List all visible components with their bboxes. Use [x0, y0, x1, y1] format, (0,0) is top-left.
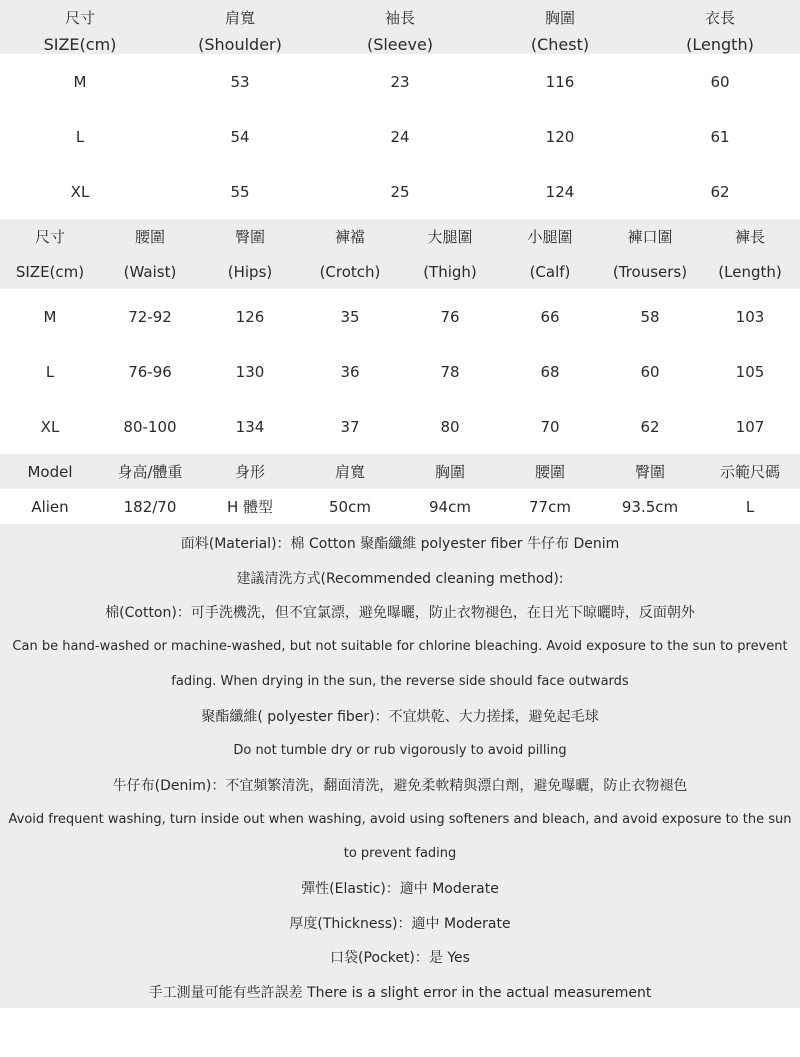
header-cell: 身高/體重: [117, 463, 183, 481]
header-cell: (Length): [718, 262, 782, 281]
header-cell: (Shoulder): [198, 35, 282, 54]
table-cell: 126: [235, 307, 265, 326]
header-cell: 臀圍: [634, 463, 665, 481]
model-table-row: [0, 489, 800, 524]
table-cell: 55: [230, 182, 250, 201]
table-cell: XL: [40, 417, 60, 436]
table-cell: L: [745, 497, 755, 516]
table-cell: Alien: [31, 497, 69, 516]
table-cell: 116: [545, 72, 575, 91]
table-cell: M: [73, 72, 87, 91]
table-cell: 68: [540, 362, 560, 381]
header-cell: 腰圍: [134, 228, 165, 246]
top-table-header-en: [0, 35, 800, 54]
header-cell: 褲長: [734, 228, 765, 246]
header-cell: 小腿圍: [527, 228, 573, 246]
header-cell: (Thigh): [423, 262, 477, 281]
header-cell: 大腿圍: [427, 228, 473, 246]
header-cell: SIZE(cm): [43, 35, 117, 54]
table-cell: 182/70: [123, 497, 177, 516]
table-cell: 72-92: [128, 307, 172, 326]
table-cell: 134: [235, 417, 265, 436]
table-cell: XL: [70, 182, 90, 201]
pocket-line: 口袋(Pocket)：是 Yes: [330, 950, 470, 967]
header-cell: 褲襠: [334, 228, 365, 246]
table-cell: 58: [640, 307, 660, 326]
table-cell: 23: [390, 72, 410, 91]
header-cell: (Chest): [530, 35, 590, 54]
header-cell: 身形: [234, 463, 265, 481]
table-cell: L: [45, 362, 55, 381]
table-cell: 107: [735, 417, 765, 436]
table-cell: L: [75, 127, 85, 146]
table-cell: 60: [710, 72, 730, 91]
header-cell: (Hips): [227, 262, 273, 281]
table-cell: 62: [640, 417, 660, 436]
denim-care-en-1: Avoid frequent washing, turn inside out when washing, avoid using softeners and bleach, and avoid exposure to the sun: [8, 811, 792, 827]
table-cell: 50cm: [329, 497, 371, 516]
care-notes: [0, 524, 800, 1008]
header-cell: 胸圍: [434, 463, 465, 481]
table-cell: 124: [545, 182, 575, 201]
cotton-care-cn: 棉(Cotton)：可手洗機洗，但不宜氯漂，避免曝曬，防止衣物褪色，在日光下晾曬時，反面朝外: [105, 605, 695, 622]
table-cell: 62: [710, 182, 730, 201]
table-cell: 35: [340, 307, 360, 326]
header-cell: 尺寸: [34, 228, 65, 246]
table-cell: 93.5cm: [621, 497, 679, 516]
thickness-line: 厚度(Thickness)：適中 Moderate: [289, 915, 511, 932]
header-cell: 肩寬: [334, 463, 365, 481]
header-cell: 胸圍: [544, 9, 575, 27]
table-cell: 70: [540, 417, 560, 436]
header-cell: 衣長: [704, 9, 735, 27]
measurement-disclaimer: 手工測量可能有些許誤差 There is a slight error in the actual measurement: [148, 984, 652, 1001]
denim-care-en-2: to prevent fading: [343, 846, 457, 862]
table-row: [0, 399, 800, 454]
header-cell: 臀圍: [234, 228, 265, 246]
table-cell: 105: [735, 362, 765, 381]
table-cell: H 體型: [226, 498, 274, 516]
header-cell: (Crotch): [319, 262, 381, 281]
polyester-care-cn: 聚酯纖維( polyester fiber)：不宜烘乾、大力搓揉，避免起毛球: [201, 708, 599, 725]
bottom-table-header-cn: [0, 219, 800, 254]
table-cell: 94cm: [429, 497, 471, 516]
denim-care-cn: 牛仔布(Denim)：不宜頻繁清洗，翻面清洗，避免柔軟精與漂白劑，避免曝曬，防止衣物褪色: [112, 777, 688, 794]
table-cell: 76-96: [128, 362, 172, 381]
header-cell: (Waist): [123, 262, 177, 281]
table-row: [0, 109, 800, 164]
table-cell: 130: [235, 362, 265, 381]
table-cell: 25: [390, 182, 410, 201]
elastic-line: 彈性(Elastic)：適中 Moderate: [301, 881, 499, 898]
table-cell: 80: [440, 417, 460, 436]
table-cell: 77cm: [529, 497, 571, 516]
header-cell: 袖長: [384, 9, 415, 27]
table-cell: M: [43, 307, 57, 326]
header-cell: SIZE(cm): [15, 262, 85, 281]
cotton-care-en-1: Can be hand-washed or machine-washed, but not suitable for chlorine bleaching. Avoid exposure to the sun to prevent: [12, 639, 788, 655]
header-cell: 示範尺碼: [719, 463, 780, 481]
top-table-header-cn: [0, 0, 800, 35]
table-cell: 36: [340, 362, 360, 381]
header-cell: 尺寸: [64, 9, 95, 27]
table-cell: 103: [735, 307, 765, 326]
header-cell: 腰圍: [534, 463, 565, 481]
table-row: [0, 344, 800, 399]
header-cell: 肩寬: [224, 9, 255, 27]
table-row: [0, 164, 800, 219]
table-cell: 120: [545, 127, 575, 146]
header-cell: (Length): [686, 35, 754, 54]
header-cell: 褲口圍: [627, 228, 673, 246]
table-cell: 78: [440, 362, 460, 381]
bottom-table-header-en: [0, 254, 800, 289]
polyester-care-en: Do not tumble dry or rub vigorously to avoid pilling: [233, 742, 567, 758]
table-cell: 37: [340, 417, 360, 436]
table-row: [0, 54, 800, 109]
cleaning-method-title: 建議清洗方式(Recommended cleaning method):: [236, 570, 564, 587]
table-cell: 61: [710, 127, 730, 146]
header-cell: (Trousers): [612, 262, 688, 281]
header-cell: Model: [27, 462, 73, 481]
table-cell: 60: [640, 362, 660, 381]
model-table-header: [0, 454, 800, 489]
table-cell: 53: [230, 72, 250, 91]
table-cell: 24: [390, 127, 410, 146]
cotton-care-en-2: fading. When drying in the sun, the reverse side should face outwards: [171, 673, 629, 689]
table-cell: 66: [540, 307, 560, 326]
table-cell: 76: [440, 307, 460, 326]
table-cell: 54: [230, 127, 250, 146]
header-cell: (Calf): [529, 262, 571, 281]
table-row: [0, 289, 800, 344]
header-cell: (Sleeve): [366, 35, 434, 54]
table-cell: 80-100: [123, 417, 177, 436]
material-line: 面料(Material)：棉 Cotton 聚酯纖維 polyester fiber 牛仔布 Denim: [180, 536, 620, 553]
